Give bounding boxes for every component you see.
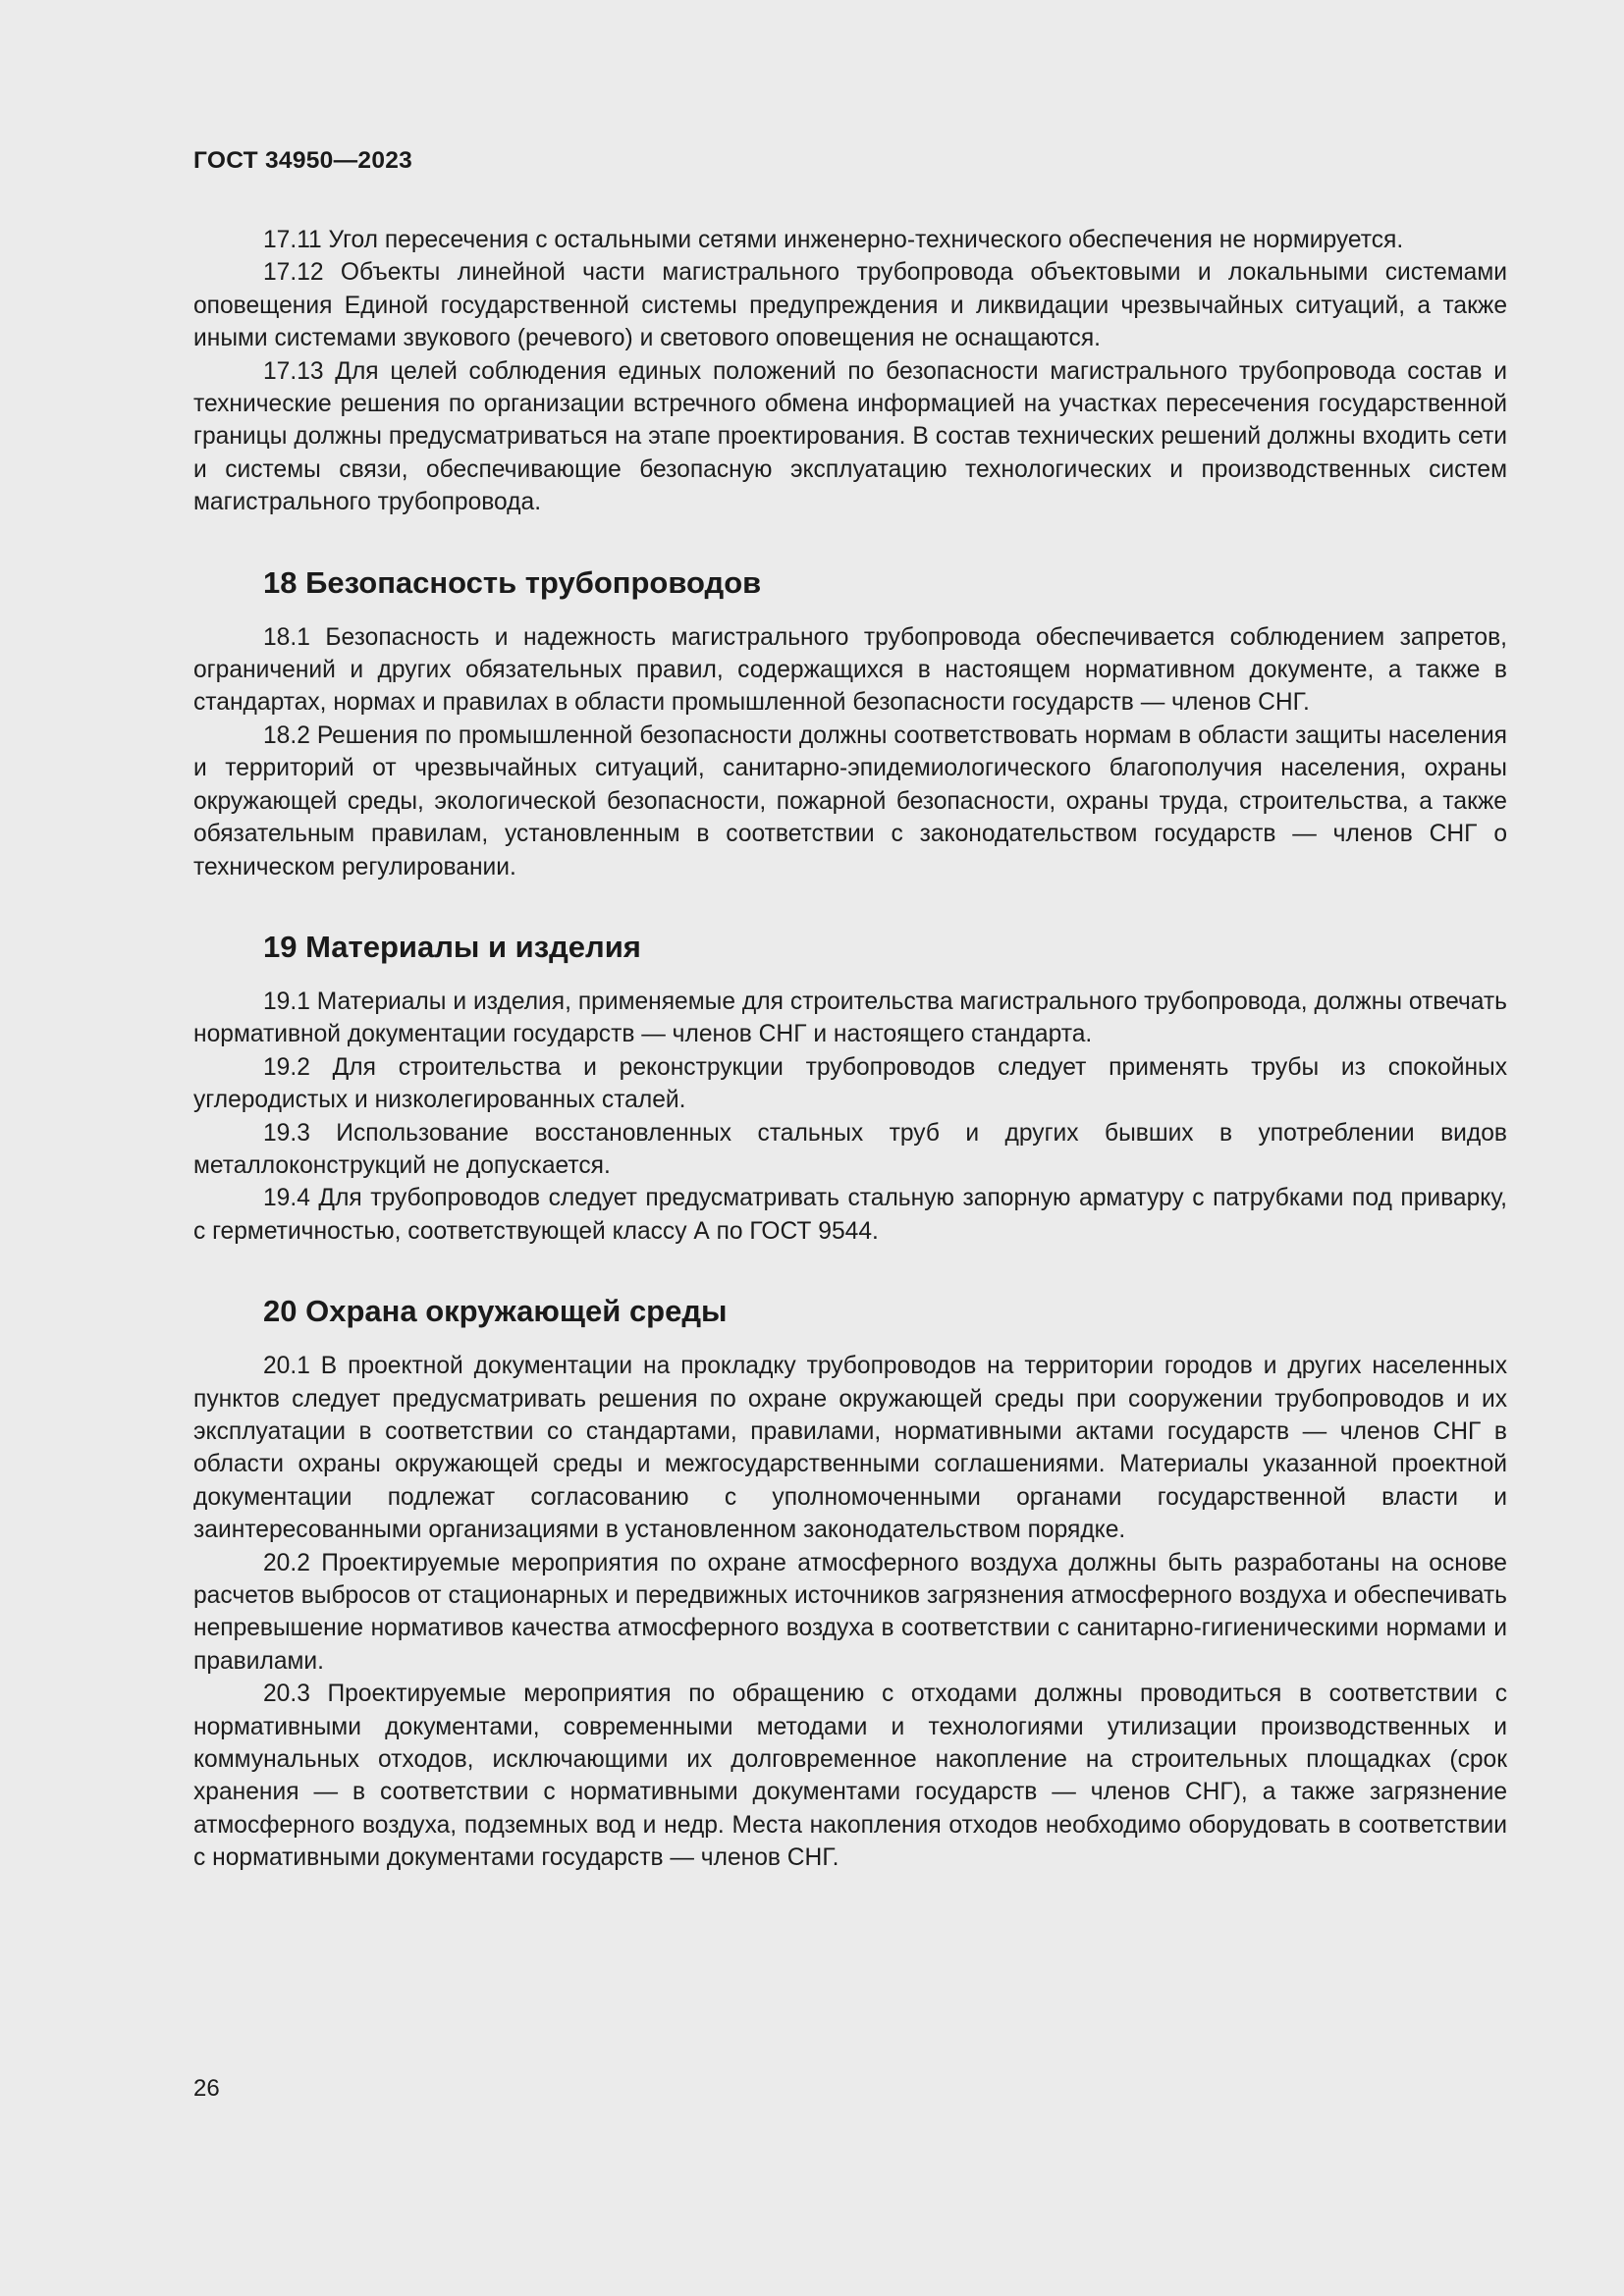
section-title: 20 Охрана окружающей среды — [263, 1294, 728, 1329]
paragraph-20-3: 20.3 Проектируемые мероприятия по обращению с отходами должны проводиться в соответствии с нормативными документами, современными методами и технологиями утилизации производственных и коммунальных отходов, исключающими их долговременное накопление на строительных площадках (срок хранения — в соответствии с нормативными документами государств — членов СНГ), а также загрязнение атмосферного воздуха, подземных вод и недр. Места накопления отходов необходимо оборудовать в соответствии с нормативными документами государств — членов СНГ. — [193, 1681, 1507, 1872]
paragraph-17-11: 17.11 Угол пересечения с остальными сетями инженерно-технического обеспечения не нормируется. — [263, 227, 1404, 253]
document-header: ГОСТ 34950—2023 — [193, 147, 413, 174]
paragraph-18-2: 18.2 Решения по промышленной безопасности должны соответствовать нормам в области защиты населения и территорий от чрезвычайных ситуаций, санитарно-эпидемиологического благополучия населения, охраны окружающей среды, экологической безопасности, пожарной безопасности, охраны труда, строительства, а также обязательным правилам, установленным в соответствии с законодательством государств — членов СНГ о техническом регулировании. — [193, 721, 1507, 881]
section-18 — [193, 563, 1507, 883]
paragraph-19-2: 19.2 Для строительства и реконструкции трубопроводов следует применять трубы из спокойных углеродистых и низколегированных сталей. — [193, 1053, 1507, 1114]
section-19 — [193, 928, 1507, 1248]
section-title: 18 Безопасность трубопроводов — [263, 564, 762, 600]
page-number: 26 — [193, 2075, 220, 2102]
paragraph-20-1: 20.1 В проектной документации на прокладку трубопроводов на территории городов и других населенных пунктов следует предусматривать решения по охране окружающей среды при сооружении трубопроводов и их эксплуатации в соответствии со стандартами, правилами, нормативными актами государств — членов СНГ в области охраны окружающей среды и межгосударственными соглашениями. Материалы указанной проектной документации подлежат согласованию с уполномоченными органами государственной власти и заинтересованными организациями в установленном законодательством порядке. — [193, 1353, 1507, 1544]
document-body — [193, 224, 1507, 1875]
paragraph-20-2: 20.2 Проектируемые мероприятия по охране атмосферного воздуха должны быть разработаны на основе расчетов выбросов от стационарных и передвижных источников загрязнения атмосферного воздуха и обеспечивать непревышение нормативов качества атмосферного воздуха в соответствии с санитарно-гигиеническими нормами и правилами. — [193, 1549, 1507, 1675]
section-20 — [193, 1292, 1507, 1875]
section-title: 19 Материалы и изделия — [263, 929, 641, 964]
paragraph-17-12: 17.12 Объекты линейной части магистрального трубопровода объектовыми и локальными системами оповещения Единой государственной системы предупреждения и ликвидации чрезвычайных ситуаций, а также иными системами звукового (речевого) и светового оповещения не оснащаются. — [193, 259, 1507, 352]
paragraph-17-13: 17.13 Для целей соблюдения единых положений по безопасности магистрального трубопровода состав и технические решения по организации встречного обмена информацией на участках пересечения государственной границы должны предусматриваться на этапе проектирования. В состав технических решений должны входить сети и системы связи, обеспечивающие безопасную эксплуатацию технологических и производственных систем магистрального трубопровода. — [193, 357, 1507, 516]
paragraph-18-1: 18.1 Безопасность и надежность магистрального трубопровода обеспечивается соблюдением запретов, ограничений и других обязательных правил, содержащихся в настоящем нормативном документе, а также в стандартах, нормах и правилах в области промышленной безопасности государств — членов СНГ. — [193, 623, 1507, 717]
paragraph-19-1: 19.1 Материалы и изделия, применяемые для строительства магистрального трубопровода, должны отвечать нормативной документации государств — членов СНГ и настоящего стандарта. — [193, 988, 1507, 1048]
paragraph-19-4: 19.4 Для трубопроводов следует предусматривать стальную запорную арматуру с патрубками под приварку, с герметичностью, соответствующей классу А по ГОСТ 9544. — [193, 1185, 1507, 1245]
paragraph-19-3: 19.3 Использование восстановленных стальных труб и других бывших в употреблении видов металлоконструкций не допускается. — [193, 1119, 1507, 1179]
